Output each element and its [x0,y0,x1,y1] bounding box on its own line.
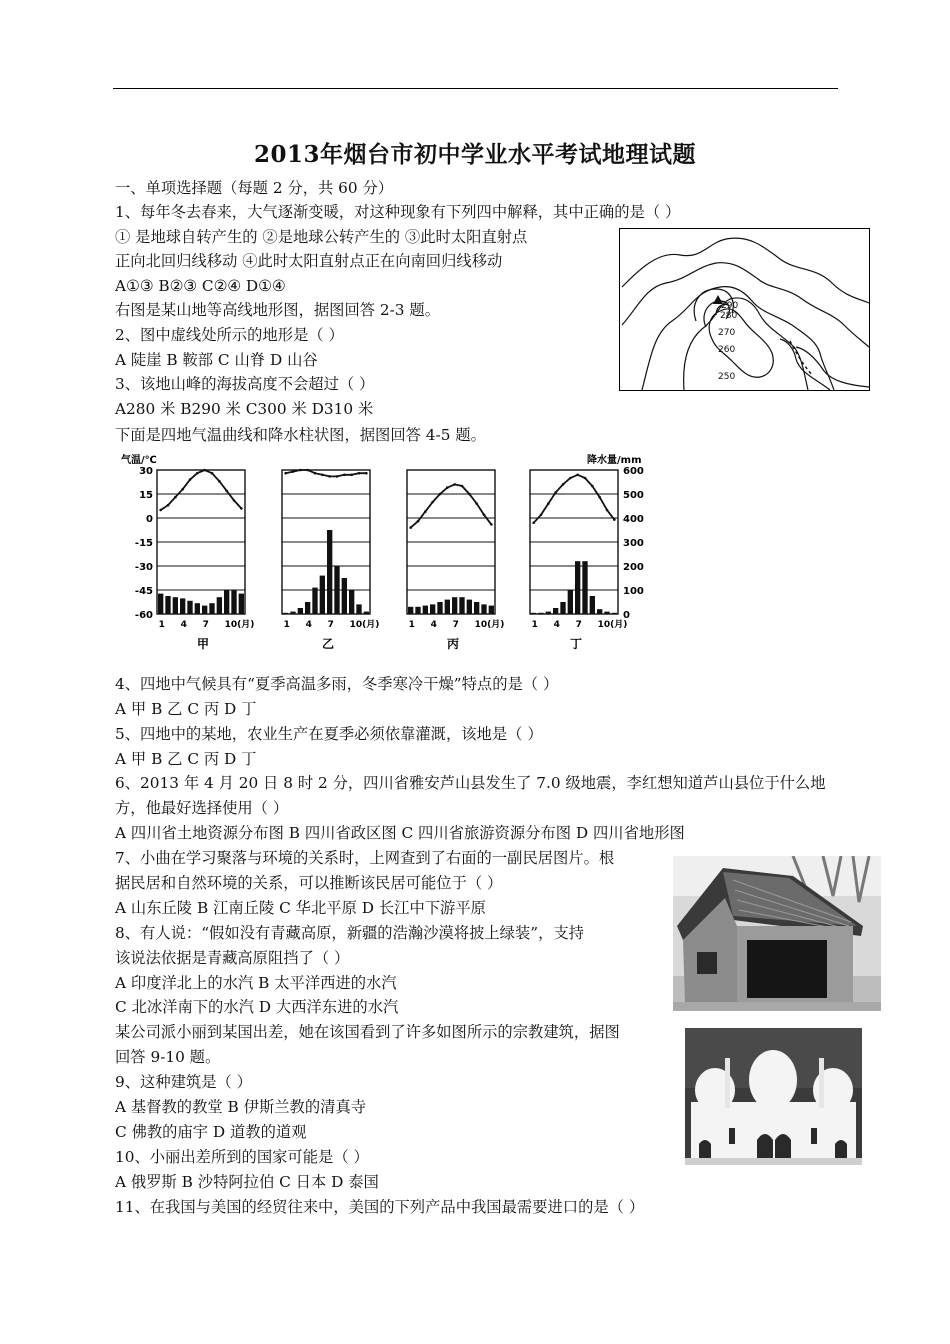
precip-bar [356,604,361,614]
precip-bar [224,590,229,614]
temp-point [409,526,412,529]
chart-name-label: 甲 [197,637,210,651]
precip-bar [349,590,354,614]
contour-line [780,339,830,390]
precip-bar [445,600,450,614]
precip-bar [560,602,565,614]
question-7-line-2: 据民居和自然环境的关系，可以推断该民居可能位于（ ） [115,874,503,892]
precip-tick-label: 300 [623,538,644,549]
precip-tick-label: 200 [623,562,644,573]
month-tick-label: 4 [305,620,312,630]
temp-point [490,523,493,526]
temp-point [314,472,317,475]
temp-point [365,472,368,475]
temp-point [240,507,243,510]
question-1: 1、每年冬去春来，大气逐渐变暖，对这种现象有下列四中解释，其中正确的是（ ） [115,203,681,221]
header-rule [113,88,838,89]
temp-point [562,483,565,486]
dwelling-photo-svg [673,856,881,1011]
month-tick-label: 1 [531,620,538,630]
precip-bar [158,594,163,614]
temp-point [591,485,594,488]
precip-bar [415,607,420,614]
question-9: 9、这种建筑是（ ） [115,1073,252,1091]
temp-point [350,474,353,477]
month-tick-label: 7 [452,620,459,630]
precip-bar [209,603,214,614]
temp-point [598,496,601,499]
month-tick-label: 7 [202,620,209,630]
temp-point [284,472,287,475]
question-8-line-2: 该说法依据是青藏高原阻挡了（ ） [115,949,350,967]
question-7-options: A 山东丘陵 B 江南丘陵 C 华北平原 D 长江中下游平原 [115,899,486,917]
month-tick-label: 1 [283,620,290,630]
question-2: 2、图中虚线处所示的地形是（ ） [115,326,344,344]
precip-bar [474,602,479,614]
page-title: 2013年烟台市初中学业水平考试地理试题 [253,141,696,168]
precip-bar [231,590,236,614]
precip-bar [173,597,178,614]
temp-point [306,469,309,472]
temp-point [203,469,206,472]
question-4: 4、四地中气候具有“夏季高温多雨，冬季寒冷干燥”特点的是（ ） [115,675,559,693]
precip-bar [320,576,325,614]
month-tick-label: 4 [180,620,187,630]
temp-tick-label: -45 [134,586,153,597]
month-tick-label: 1 [158,620,165,630]
question-3: 3、该地山峰的海拔高度不会超过（ ） [115,375,375,393]
mosque-photo [685,1028,862,1165]
precip-bar [452,597,457,614]
question-11: 11、在我国与美国的经贸往来中，美国的下列产品中我国最需要进口的是（ ） [115,1198,645,1216]
temp-point [189,478,192,481]
question-9-options-1: A 基督教的教堂 B 伊斯兰教的清真寺 [115,1098,367,1116]
question-6-line-2: 方，他最好选择使用（ ） [115,799,289,817]
contour-label: 250 [718,372,736,382]
month-tick-label: 10(月) [597,620,628,630]
precip-bar [165,596,170,614]
contour-label: 270 [718,328,736,338]
precip-bar [217,597,222,614]
month-tick-label: 7 [575,620,582,630]
temp-point [159,509,162,512]
question-1-line-3: 正向北回归线移动 ④此时太阳直射点正在向南回归线移动 [115,252,503,270]
precip-bar [575,561,580,614]
month-tick-label: 10(月) [349,620,380,630]
temp-point [358,472,361,475]
temp-point [439,493,442,496]
contour-map [619,228,870,391]
precip-bar [612,613,617,614]
dwelling-photo [673,856,881,1011]
precip-axis-title: 降水量/mm [587,455,642,466]
chart-name-label: 丁 [570,637,583,651]
precip-bar [437,602,442,614]
temp-point [174,496,177,499]
temp-line [286,470,367,476]
temp-point [606,509,609,512]
question-10-options: A 俄罗斯 B 沙特阿拉伯 C 日本 D 泰国 [115,1173,379,1191]
month-tick-label: 4 [553,620,560,630]
chart-instruction: 下面是四地气温曲线和降水柱状图，据图回答 4-5 题。 [115,426,486,444]
question-8: 8、有人说：“假如没有青藏高原，新疆的浩瀚沙漠将披上绿装”，支持 [115,924,584,942]
precip-bar [590,596,595,614]
temp-point [475,502,478,505]
temp-point [453,483,456,486]
contour-line [709,309,773,377]
temp-point [292,470,295,473]
question-9-options-2: C 佛教的庙宇 D 道教的道观 [115,1123,307,1141]
question-4-options: A 甲 B 乙 C 丙 D 丁 [115,700,257,718]
precip-bar [597,609,602,614]
month-tick-label: 10(月) [474,620,505,630]
contour-line [796,347,869,387]
chart-name-label: 乙 [322,637,335,651]
temp-tick-label: -60 [134,610,153,621]
month-tick-label: 10(月) [224,620,255,630]
precip-tick-label: 500 [623,490,644,501]
temp-point [299,469,302,472]
temp-point [584,477,587,480]
temp-point [218,480,221,483]
temp-point [417,520,420,523]
mosque-photo-svg [685,1028,862,1165]
precip-bar [489,606,494,614]
precip-bar [423,606,428,614]
precip-bar [568,590,573,614]
contour-line [684,298,808,390]
temp-point [461,485,464,488]
precip-bar [582,561,587,614]
question-7: 7、小曲在学习聚落与环境的关系时，上网查到了右面的一副民居图片。根 [115,849,615,867]
precip-bar [538,613,543,614]
precip-bar [290,612,295,614]
temp-point [343,474,346,477]
question-8-options-1: A 印度洋北上的水汽 B 太平洋西进的水汽 [115,974,397,992]
month-tick-label: 4 [430,620,437,630]
mosque-instruction-line-2: 回答 9-10 题。 [115,1048,221,1066]
temp-point [328,475,331,478]
precip-bar [546,612,551,614]
temp-axis-title: 气温/℃ [121,455,157,466]
question-6: 6、2013 年 4 月 20 日 8 时 2 分，四川省雅安芦山县发生了 7.0 级地震，李红想知道芦山县位于什么地 [115,774,826,792]
temp-point [181,488,184,491]
temp-tick-label: -30 [134,562,153,573]
temp-line [411,484,492,527]
temp-point [196,472,199,475]
precip-bar [430,604,435,614]
precip-bar [298,608,303,614]
temp-point [233,499,236,502]
precip-bar [481,604,486,614]
temp-point [336,475,339,478]
question-5-options: A 甲 B 乙 C 丙 D 丁 [115,750,257,768]
question-2-options: A 陡崖 B 鞍部 C 山脊 D 山谷 [115,351,318,369]
temp-point [576,474,579,477]
temp-point [321,474,324,477]
climate-charts [115,452,655,660]
question-1-line-2: ① 是地球自转产生的 ②是地球公转产生的 ③此时太阳直射点 [115,228,528,246]
temp-point [468,493,471,496]
temp-tick-label: 0 [146,514,153,525]
mosque-instruction: 某公司派小丽到某国出差，她在该国看到了许多如图所示的宗教建筑，据图 [115,1023,620,1041]
precip-bar [187,601,192,614]
precip-tick-label: 0 [623,610,630,621]
precip-bar [327,530,332,614]
precip-bar [239,594,244,614]
precip-bar [312,588,317,614]
precip-tick-label: 600 [623,466,644,477]
question-10: 10、小丽出差所到的国家可能是（ ） [115,1148,369,1166]
precip-bar [604,612,609,614]
temp-point [424,510,427,513]
question-6-options: A 四川省土地资源分布图 B 四川省政区图 C 四川省旅游资源分布图 D 四川省地形图 [115,824,685,842]
temp-tick-label: 30 [139,466,153,477]
precip-bar [202,606,207,614]
precip-bar [531,613,536,614]
precip-bar [283,613,288,614]
temp-line [161,470,242,510]
contour-label: 260 [718,345,736,355]
temp-point [613,518,616,521]
precip-tick-label: 400 [623,514,644,525]
question-8-options-2: C 北冰洋南下的水汽 D 大西洋东进的水汽 [115,998,399,1016]
map-instruction: 右图是某山地等高线地形图，据图回答 2-3 题。 [115,301,441,319]
climate-charts-svg [115,452,655,660]
temp-point [532,522,535,525]
month-tick-label: 7 [327,620,334,630]
chart-name-label: 丙 [447,637,460,651]
precip-bar [467,600,472,614]
precip-bar [459,597,464,614]
temp-point [446,486,449,489]
precip-bar [553,608,558,614]
section-heading: 一、单项选择题（每题 2 分，共 60 分） [115,179,394,197]
precip-bar [364,612,369,614]
question-3-options: A280 米 B290 米 C300 米 D310 米 [115,400,374,418]
contour-label: 290 [721,301,739,311]
temp-line [534,475,615,523]
temp-tick-label: 15 [139,490,153,501]
temp-point [547,502,550,505]
temp-point [167,504,170,507]
precip-bar [180,598,185,614]
question-1-options: A①③ B②③ C②④ D①④ [115,277,286,295]
temp-point [540,514,543,517]
precip-bar [305,602,310,614]
question-5: 5、四地中的某地，农业生产在夏季必须依靠灌溉，该地是（ ） [115,725,543,743]
temp-point [569,477,572,480]
temp-tick-label: -15 [134,538,153,549]
contour-label: 280 [720,311,738,321]
precip-bar [334,566,339,614]
temp-point [554,491,557,494]
precip-bar [342,578,347,614]
precip-tick-label: 100 [623,586,644,597]
precip-bar [195,603,200,614]
temp-point [483,514,486,517]
contour-map-svg [620,229,869,390]
temp-point [431,501,434,504]
month-tick-label: 1 [408,620,415,630]
temp-point [225,490,228,493]
precip-bar [408,607,413,614]
temp-point [211,472,214,475]
